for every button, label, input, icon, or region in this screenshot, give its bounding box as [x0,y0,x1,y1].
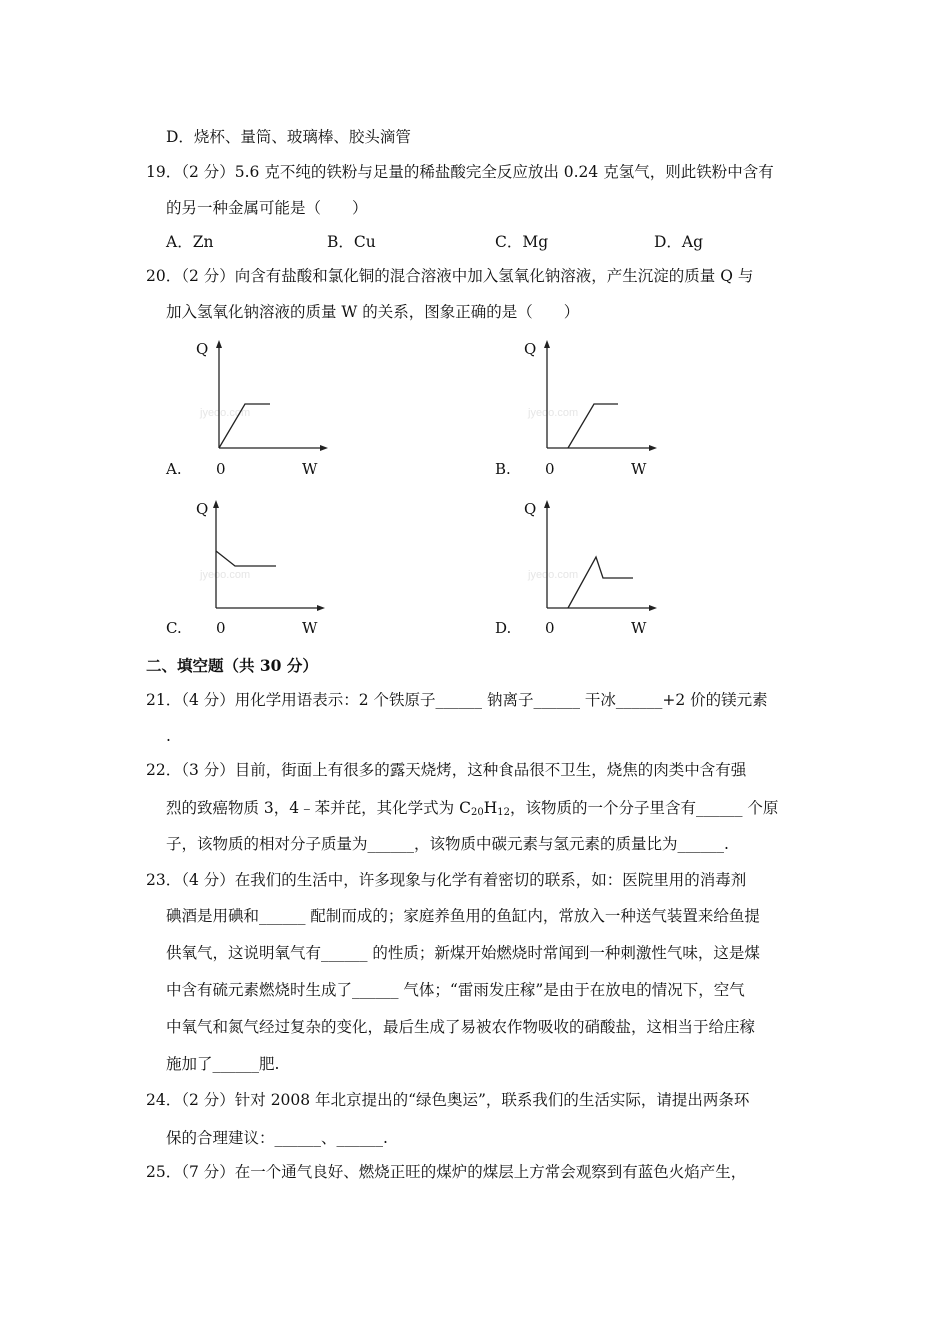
graph-d-xlabel: W [631,619,647,637]
graph-a-ylabel: Q [196,340,209,358]
q19-option-c: C．Mg [495,233,549,251]
q20-stem-line1: 20．（2 分）向含有盐酸和氯化铜的混合溶液中加入氢氧化钠溶液，产生沉淀的质量 Q 与 [146,267,754,285]
graph-b-ylabel: Q [524,340,537,358]
graph-c-xlabel: W [302,619,318,637]
graph-b-letter: B. [495,460,511,478]
q21-stem-line1: 21．（4 分）用化学用语表示：2 个铁原子______ 钠离子______ 干冰______+2 价的镁元素 [146,691,768,709]
graph-d-ylabel: Q [524,500,537,518]
q23-stem-line2: 碘酒是用碘和______ 配制而成的；家庭养鱼用的鱼缸内，常放入一种送气装置来给鱼提 [166,907,760,925]
graph-b-watermark: jyeoo.com [528,407,579,419]
q19-stem-line1: 19．（2 分）5.6 克不纯的铁粉与足量的稀盐酸完全反应放出 0.24 克氢气，则此铁粉中含有 [146,163,774,181]
graph-a-origin: 0 [216,460,226,478]
q24-stem-line2: 保的合理建议：______、______. [166,1129,388,1147]
graph-b-origin: 0 [545,460,555,478]
q21-stem-line2: . [166,727,171,745]
q19-option-d: D．Ag [654,233,704,251]
graph-c-letter: C. [166,619,182,637]
q23-stem-line1: 23．（4 分）在我们的生活中，许多现象与化学有着密切的联系，如：医院里用的消毒剂 [146,871,747,889]
q19-option-a: A．Zn [166,233,214,251]
q22-formula-sub-c: 20 [470,807,484,818]
q22-line2-part1: 烈的致癌物质 3，4﹣苯并芘，其化学式为 C [166,799,471,817]
graph-c-watermark: jyeoo.com [200,569,251,581]
q23-stem-line4: 中含有硫元素燃烧时生成了______ 气体；“雷雨发庄稼”是由于在放电的情况下，空气 [166,981,745,999]
graph-d-curve [568,557,633,608]
graph-d-letter: D. [495,619,512,637]
q23-stem-line3: 供氧气，这说明氧气有______ 的性质；新煤开始燃烧时常闻到一种刺激性气味，这是煤 [166,944,760,962]
q22-line2-part3: ，该物质的一个分子里含有______ 个原 [509,799,779,817]
q22-stem-line3: 子，该物质的相对分子质量为______，该物质中碳元素与氢元素的质量比为______. [166,835,729,853]
q20-stem-line2: 加入氢氧化钠溶液的质量 W 的关系，图象正确的是（ ） [166,303,580,321]
graph-c-origin: 0 [216,619,226,637]
graph-d-watermark: jyeoo.com [528,569,579,581]
q22-stem-line1: 22．（3 分）目前，街面上有很多的露天烧烤，这种食品很不卫生，烧焦的肉类中含有强 [146,761,747,779]
graph-d-origin: 0 [545,619,555,637]
section-2-title: 二、填空题（共 30 分） [146,656,318,675]
q22-formula-sub-h: 12 [497,807,510,818]
q18-option-d: D．烧杯、量筒、玻璃棒、胶头滴管 [166,128,411,146]
q25-stem-line1: 25．（7 分）在一个通气良好、燃烧正旺的煤炉的煤层上方常会观察到有蓝色火焰产生， [146,1163,747,1181]
q23-stem-line5: 中氧气和氮气经过复杂的变化，最后生成了易被农作物吸收的硝酸盐，这相当于给庄稼 [166,1018,756,1036]
q23-stem-line6: 施加了______肥. [166,1055,280,1073]
q19-stem-line2: 的另一种金属可能是（ ） [166,199,368,217]
graph-a-xlabel: W [302,460,318,478]
graph-b-xlabel: W [631,460,647,478]
q19-option-b: B．Cu [327,233,376,251]
graph-c-ylabel: Q [196,500,209,518]
q22-line2-part2: H [483,799,498,817]
q24-stem-line1: 24．（2 分）针对 2008 年北京提出的“绿色奥运”，联系我们的生活实际，请提出两条环 [146,1091,750,1109]
graph-a-watermark: jyeoo.com [200,407,251,419]
graph-a-letter: A. [166,460,182,478]
q22-stem-line2 [166,798,778,823]
